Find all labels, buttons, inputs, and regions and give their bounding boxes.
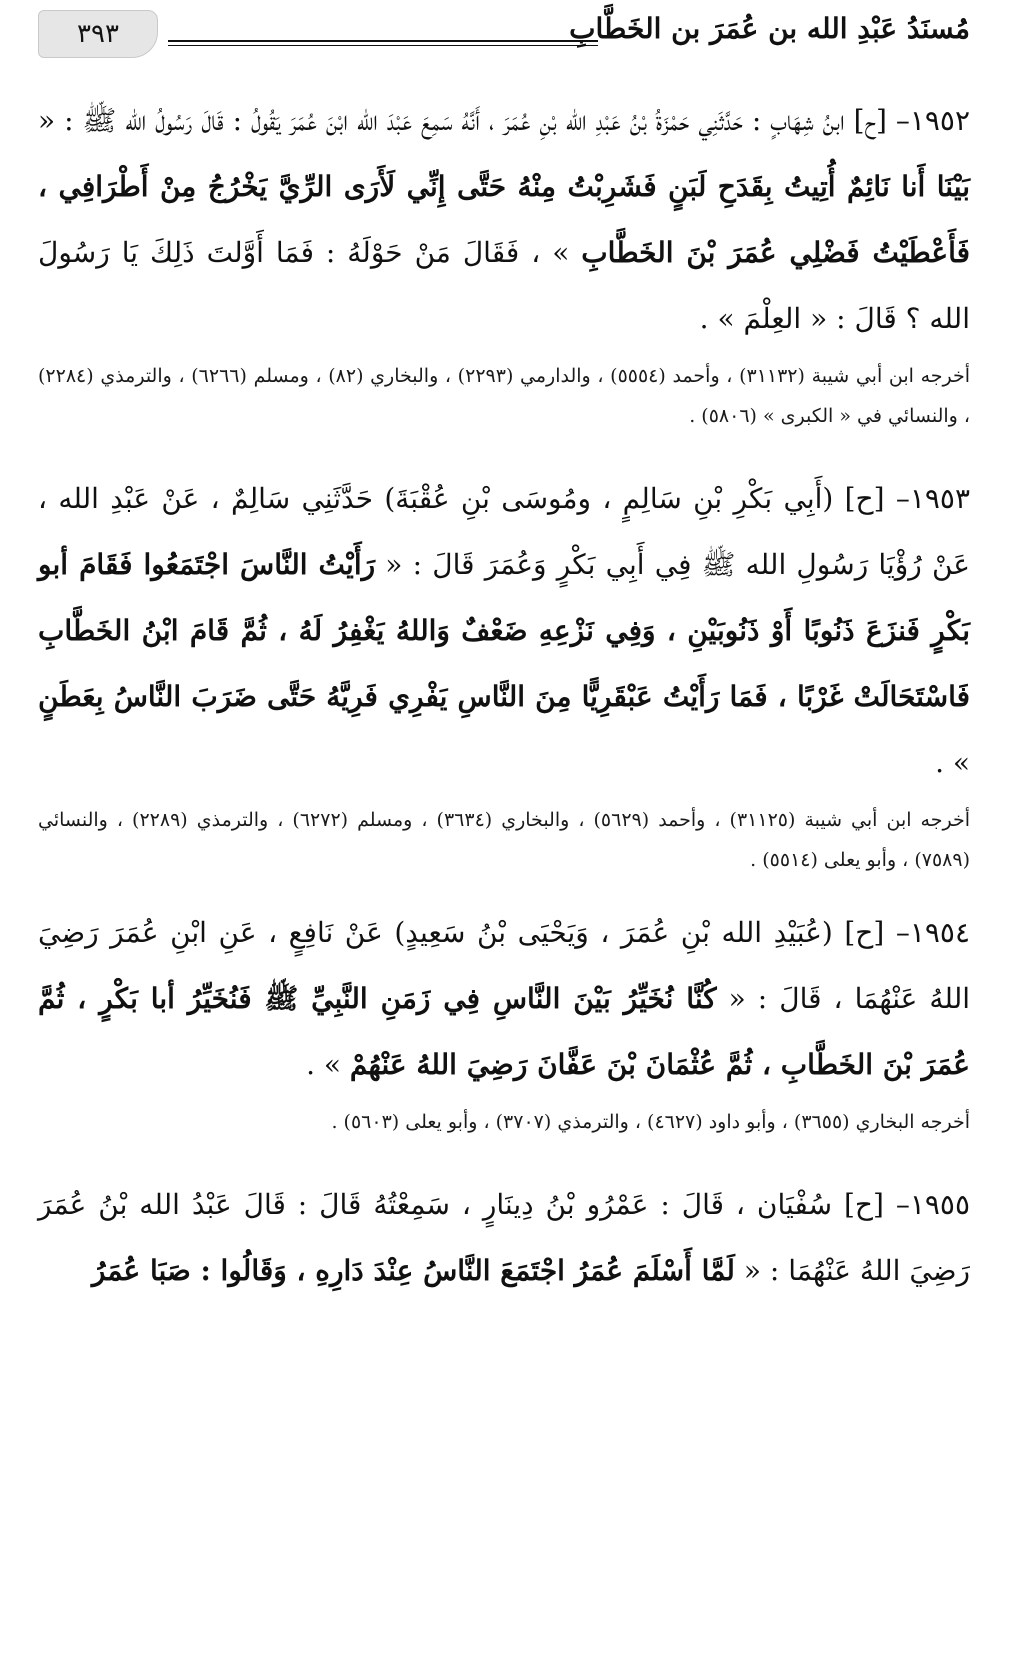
hadith-isnad: – [ح] (أَبِي بَكْرِ بْنِ سَالِمٍ ، ومُوسَى بْنِ عُقْبَةَ) حَدَّثَنِي سَالِمٌ ، عَنْ عَبْدِ الله ، عَنْ رُؤْيَا رَسُولِ الله ﷺ فِي أَبِي بَكْرٍ وَعُمَرَ قَالَ : «: [38, 482, 970, 581]
hadith-number: ١٩٥٢: [909, 104, 970, 137]
hadith-outro: » ، فَقَالَ مَنْ حَوْلَهُ : فَمَا أَوَّلتَ ذَلِكَ يَا رَسُولَ الله ؟ قَالَ : « العِلْمَ » .: [38, 236, 970, 335]
hadith-number: ١٩٥٤: [909, 916, 970, 949]
hadith-1953: [38, 466, 970, 796]
hadith-matn: بَيْنَا أَنا نَائِمٌ أُتِيتُ بِقَدَحِ لَبَنٍ فَشَرِبْتُ مِنْهُ حَتَّى إِنِّي لَأَرَى الرِّيَّ يَخْرُجُ مِنْ أَطْرَافِي ، فَأَعْطَيْتُ فَضْلِي عُمَرَ بْنَ الخَطَّابِ: [38, 170, 971, 269]
hadith-number: ١٩٥٥: [909, 1188, 970, 1221]
hadith-matn: لَمَّا أَسْلَمَ عُمَرُ اجْتَمَعَ النَّاسُ عِنْدَ دَارِهِ ، وَقَالُوا : صَبَا عُمَرُ: [91, 1254, 735, 1287]
spacer: [38, 1142, 970, 1172]
page-number: ٣٩٣: [38, 10, 158, 58]
hadith-isnad: – [ح] ابنُ شِهَابٍ : حَدَّثَنِي حَمْزَةُ بْنُ عَبْدِ الله بْنِ عُمَرَ ، أَنَّهُ سَمِعَ عَبْدَ الله ابْنَ عُمَرَ يَقُولُ : قَالَ رَسُولُ الله ﷺ : «: [38, 104, 910, 137]
page-content: [38, 88, 970, 1304]
header-rule: [168, 40, 598, 42]
hadith-outro: » .: [935, 746, 970, 779]
header-rule-thin: [168, 45, 598, 46]
hadith-number: ١٩٥٣: [909, 482, 970, 515]
hadith-isnad: – [ح] سُفْيَان ، قَالَ : عَمْرُو بْنُ دِينَارٍ ، سَمِعْتُهُ قَالَ : قَالَ عَبْدُ الله بْنُ عُمَرَ رَضِيَ اللهُ عَنْهُمَا : «: [38, 1188, 970, 1287]
hadith-1954: [38, 900, 970, 1098]
hadith-outro: » .: [306, 1048, 350, 1081]
takhrij-1953: أخرجه ابن أبي شيبة (٣١١٢٥) ، وأحمد (٥٦٢٩) ، والبخاري (٣٦٣٤) ، ومسلم (٦٢٧٢) ، والترمذي (٢٢٨٩) ، والنسائي (٧٥٨٩) ، وأبو يعلى (٥٥١٤) .: [38, 809, 970, 871]
hadith-1955: [38, 1172, 970, 1304]
spacer: [38, 436, 970, 466]
header-title: مُسنَدُ عَبْدِ الله بن عُمَرَ بن الخَطَّابِ: [569, 12, 970, 45]
spacer: [38, 880, 970, 900]
hadith-isnad: – [ح] (عُبَيْدِ الله بْنِ عُمَرَ ، وَيَحْيَى بْنُ سَعِيدٍ) عَنْ نَافِعٍ ، عَنِ ابْنِ عُمَرَ رَضِيَ اللهُ عَنْهُمَا ، قَالَ : «: [38, 916, 971, 1015]
hadith-matn: رَأَيْتُ النَّاسَ اجْتَمَعُوا فَقَامَ أبو بَكْرٍ فَنزَعَ ذَنُوبًا أَوْ ذَنُوبَيْنِ ، وَفِي نَزْعِهِ ضَعْفٌ وَاللهُ يَغْفِرُ لَهُ ، ثُمَّ قَامَ ابْنُ الخَطَّابِ فَاسْتَحَالَتْ غَرْبًا ، فَمَا رَأَيْتُ عَبْقَرِيًّا مِنَ النَّاسِ يَفْرِي فَرِيَّهُ حَتَّى ضَرَبَ النَّاسُ بِعَطَنٍ: [38, 548, 970, 713]
hadith-1952: [38, 88, 970, 352]
takhrij-1954: أخرجه البخاري (٣٦٥٥) ، وأبو داود (٤٦٢٧) ، والترمذي (٣٧٠٧) ، وأبو يعلى (٥٦٠٣) .: [331, 1111, 970, 1133]
running-header: [38, 10, 970, 60]
takhrij-1952: أخرجه ابن أبي شيبة (٣١١٣٢) ، وأحمد (٥٥٥٤) ، والدارمي (٢٢٩٣) ، والبخاري (٨٢) ، ومسلم (٦٢٦٦) ، والترمذي (٢٢٨٤) ، والنسائي في « الكبرى » (٥٨٠٦) .: [38, 365, 971, 427]
hadith-matn: كُنَّا نُخَيِّرُ بَيْنَ النَّاسِ فِي زَمَنِ النَّبِيِّ ﷺ فَنُخَيِّرُ أبا بَكْرٍ ، ثُمَّ عُمَرَ بْنَ الخَطَّابِ ، ثُمَّ عُثْمَانَ بْنَ عَفَّانَ رَضِيَ اللهُ عَنْهُمْ: [38, 982, 970, 1081]
